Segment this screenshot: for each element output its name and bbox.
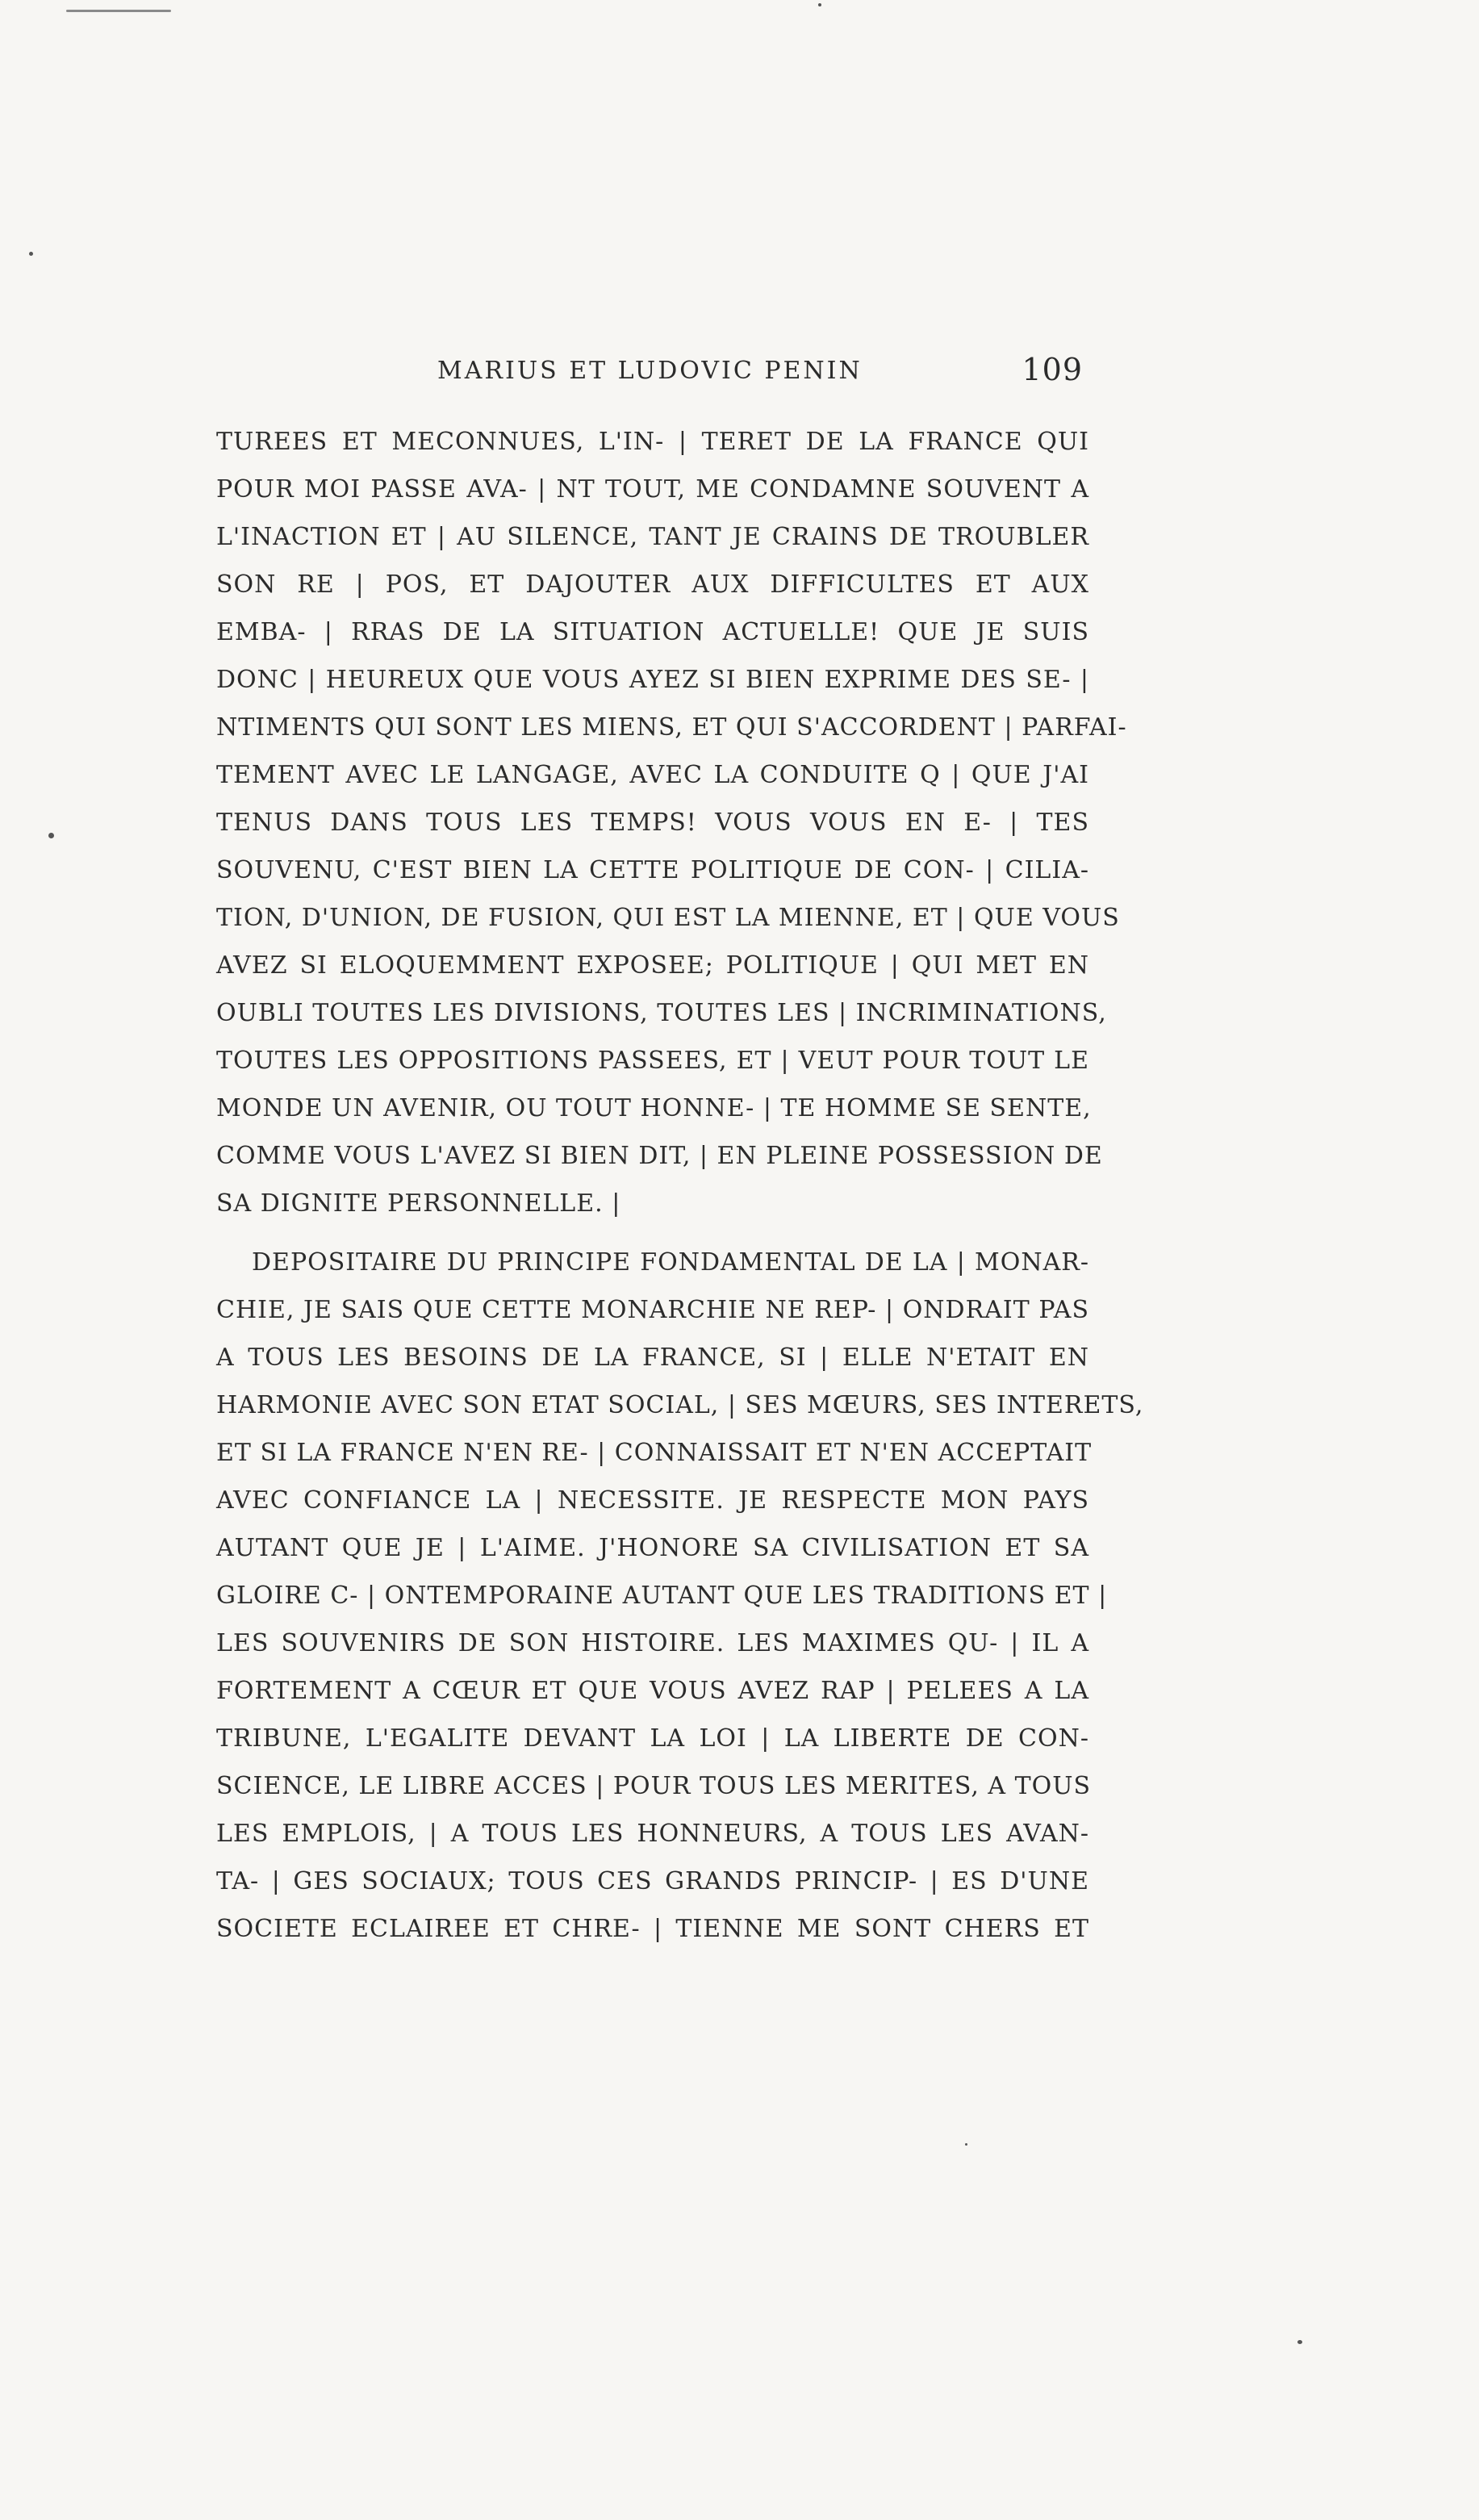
text-line: SOCIETE ECLAIREE ET CHRE- | TIENNE ME SONT CHERS ET [216,1915,1089,1943]
text-line: AVEC CONFIANCE LA | NECESSITE. JE RESPECTE MON PAYS [216,1486,1089,1515]
text-line: TA- | GES SOCIAUX; TOUS CES GRANDS PRINCIP- | ES D'UNE [216,1867,1089,1895]
page-header [211,352,1083,400]
text-line: TOUTES LES OPPOSITIONS PASSEES, ET | VEUT POUR TOUT LE [216,1047,1089,1075]
page-number: 109 [1022,352,1083,387]
text-line: EMBA- | RRAS DE LA SITUATION ACTUELLE! QUE JE SUIS [216,618,1089,646]
text-line: A TOUS LES BESOINS DE LA FRANCE, SI | ELLE N'ETAIT EN [216,1344,1089,1372]
text-line: SCIENCE, LE LIBRE ACCES | POUR TOUS LES MERITES, A TOUS [216,1772,1092,1800]
text-line: LES EMPLOIS, | A TOUS LES HONNEURS, A TOUS LES AVAN- [216,1820,1089,1848]
text-line: HARMONIE AVEC SON ETAT SOCIAL, | SES MŒURS, SES INTERETS, [216,1391,1144,1419]
text-line: SOUVENU, C'EST BIEN LA CETTE POLITIQUE DE CON- | CILIA- [216,856,1089,884]
text-line: MONDE UN AVENIR, OU TOUT HONNE- | TE HOMME SE SENTE, [216,1094,1092,1122]
paragraph [216,418,1127,1227]
paragraph [216,1239,1144,1953]
text-line: COMME VOUS L'AVEZ SI BIEN DIT, | EN PLEINE POSSESSION DE [216,1142,1103,1170]
text-line: NTIMENTS QUI SONT LES MIENS, ET QUI S'ACCORDENT | PARFAI- [216,713,1127,742]
text-line: DEPOSITAIRE DU PRINCIPE FONDAMENTAL DE LA | MONAR- [252,1248,1089,1277]
text-line: TRIBUNE, L'EGALITE DEVANT LA LOI | LA LIBERTE DE CON- [216,1724,1089,1753]
text-line: LES SOUVENIRS DE SON HISTOIRE. LES MAXIMES QU- | IL A [216,1629,1089,1657]
text-line: SA DIGNITE PERSONNELLE. | [216,1189,621,1218]
scan-speck [66,10,171,12]
text-line: TION, D'UNION, DE FUSION, QUI EST LA MIENNE, ET | QUE VOUS [216,904,1120,932]
text-line: TEMENT AVEC LE LANGAGE, AVEC LA CONDUITE Q | QUE J'AI [216,761,1089,789]
text-line: AUTANT QUE JE | L'AIME. J'HONORE SA CIVILISATION ET SA [216,1534,1089,1562]
scan-speck [48,833,54,838]
text-line: ET SI LA FRANCE N'EN RE- | CONNAISSAIT ET N'EN ACCEPTAIT [216,1439,1093,1467]
running-title: MARIUS ET LUDOVIC PENIN [437,357,863,385]
text-line: L'INACTION ET | AU SILENCE, TANT JE CRAINS DE TROUBLER [216,523,1089,551]
text-line: DONC | HEUREUX QUE VOUS AYEZ SI BIEN EXPRIME DES SE- | [216,666,1089,694]
text-line: TUREES ET MECONNUES, L'IN- | TERET DE LA FRANCE QUI [216,428,1089,456]
scan-speck [29,252,33,256]
text-line: GLOIRE C- | ONTEMPORAINE AUTANT QUE LES TRADITIONS ET | [216,1582,1108,1610]
text-line: CHIE, JE SAIS QUE CETTE MONARCHIE NE REP- | ONDRAIT PAS [216,1296,1089,1324]
text-line: POUR MOI PASSE AVA- | NT TOUT, ME CONDAMNE SOUVENT A [216,475,1089,504]
body-text [216,418,1144,1953]
text-line: SON RE | POS, ET DAJOUTER AUX DIFFICULTES ET AUX [216,570,1089,599]
text-line: FORTEMENT A CŒUR ET QUE VOUS AVEZ RAP | PELEES A LA [216,1677,1089,1705]
scan-speck [1297,2340,1302,2344]
scan-speck [965,2143,967,2146]
scan-speck [818,3,821,6]
text-line: TENUS DANS TOUS LES TEMPS! VOUS VOUS EN E- | TES [216,809,1089,837]
paragraph-gap [216,1227,1089,1239]
text-line: AVEZ SI ELOQUEMMENT EXPOSEE; POLITIQUE | QUI MET EN [216,951,1089,980]
text-line: OUBLI TOUTES LES DIVISIONS, TOUTES LES | INCRIMINATIONS, [216,999,1107,1027]
